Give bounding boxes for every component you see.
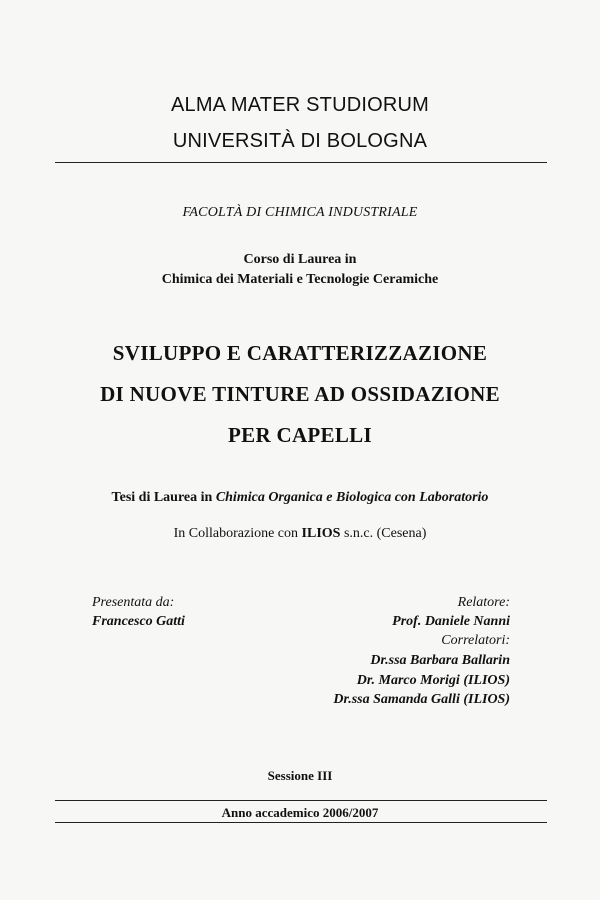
header-divider	[55, 162, 547, 163]
thesis-title-line-3: PER CAPELLI	[228, 423, 372, 447]
collaboration-company: ILIOS	[301, 526, 341, 541]
collaboration-prefix: In Collaborazione con	[173, 526, 302, 541]
session-label: Sessione III	[267, 768, 333, 783]
thesis-subject-prefix: Tesi di Laurea in	[111, 490, 216, 505]
co-supervisor-name: Dr.ssa Samanda Galli (ILIOS)	[333, 692, 510, 707]
course-name: Chimica dei Materiali e Tecnologie Ceramiche	[161, 272, 439, 287]
course-label: Corso di Laurea in	[243, 252, 357, 267]
collaboration-suffix: s.n.c. (Cesena)	[340, 526, 427, 541]
thesis-title-line-1: SVILUPPO E CARATTERIZZAZIONE	[112, 341, 488, 365]
presented-by-label: Presentata da:	[92, 595, 175, 610]
footer-divider-bottom	[55, 822, 547, 823]
co-supervisor-name: Dr. Marco Morigi (ILIOS)	[356, 673, 510, 688]
thesis-title-line-2: DI NUOVE TINTURE AD OSSIDAZIONE	[100, 382, 500, 406]
co-supervisor-name: Dr.ssa Barbara Ballarin	[370, 653, 510, 668]
supervisor-label: Relatore:	[457, 595, 510, 610]
collaboration-line	[0, 526, 600, 542]
footer-divider-top	[55, 800, 547, 801]
university-name-line-1: ALMA MATER STUDIORUM	[170, 94, 430, 116]
author-name: Francesco Gatti	[92, 614, 185, 629]
supervisor-name: Prof. Daniele Nanni	[392, 614, 510, 629]
co-supervisors-label: Correlatori:	[441, 633, 510, 648]
academic-year: Anno accademico 2006/2007	[221, 805, 379, 820]
university-name-line-2: UNIVERSITÀ DI BOLOGNA	[172, 130, 428, 152]
thesis-subject: Chimica Organica e Biologica con Laboratorio	[215, 490, 489, 505]
thesis-subject-line	[0, 490, 600, 506]
faculty-name: FACOLTÀ DI CHIMICA INDUSTRIALE	[182, 205, 418, 220]
